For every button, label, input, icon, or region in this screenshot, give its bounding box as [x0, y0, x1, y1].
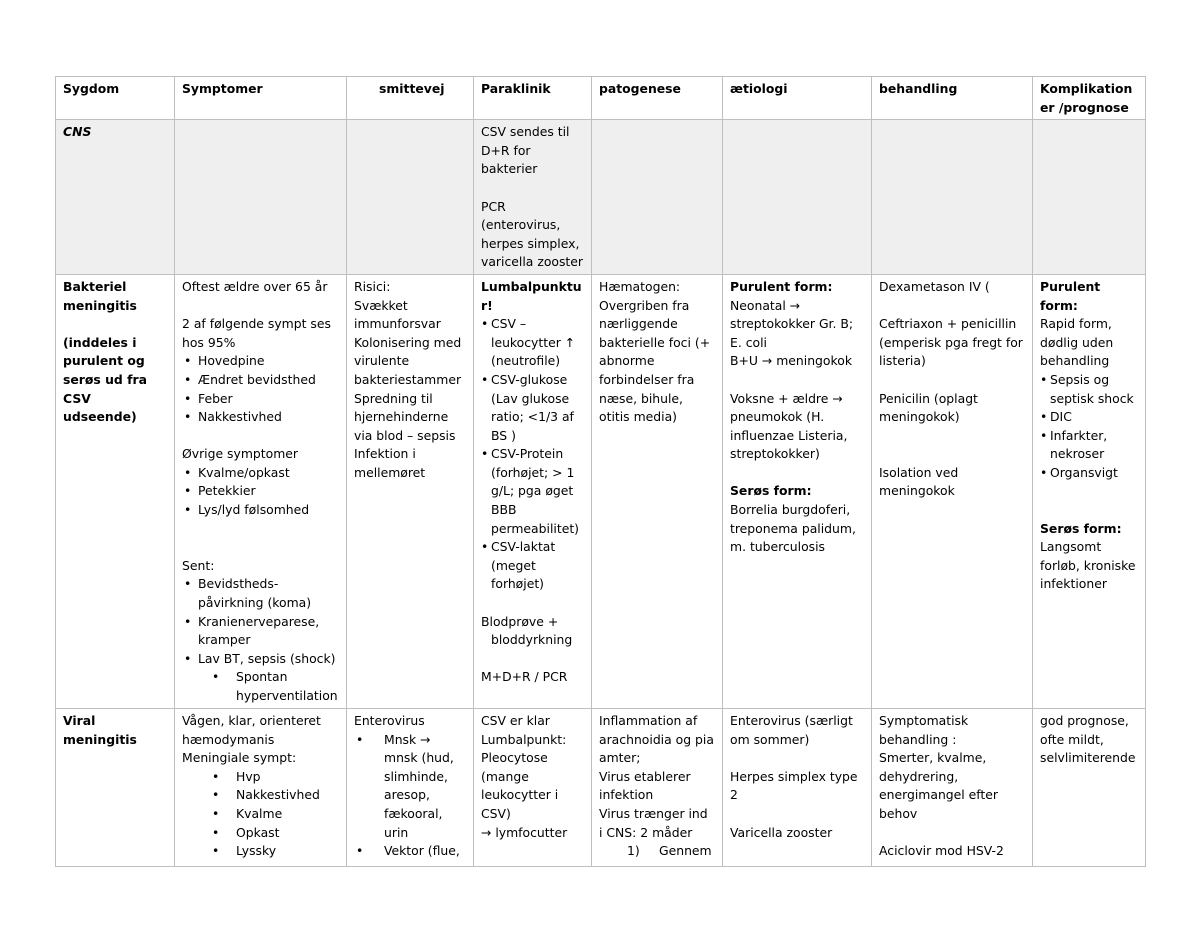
spacer [730, 371, 864, 390]
viral-patogenese-numbered-list [599, 842, 715, 861]
list-item: • Infarkter, nekroser [1040, 427, 1138, 464]
bacterial-komplikationer-cell [1033, 274, 1146, 708]
viral-smittevej-cell [347, 708, 474, 866]
paraklinik-title: Lumbalpunktur! [481, 278, 582, 313]
spacer [730, 805, 864, 824]
spacer [730, 749, 864, 768]
cns-aetiologi-cell [723, 120, 872, 275]
viral-paraklinik-line: CSV er klar [481, 712, 550, 728]
bacterial-symptomer-cell [175, 274, 347, 708]
symptom-intro: Oftest ældre over 65 år [182, 278, 328, 294]
viral-aetiologi-line: Herpes simplex type 2 [730, 768, 858, 803]
other-symptom-list [182, 464, 339, 520]
list-item: • Feber [182, 390, 339, 409]
komplikationer-list [1040, 371, 1138, 483]
list-item: • Hovedpine [182, 352, 339, 371]
spacer [879, 427, 1025, 446]
list-item: • Hvp [182, 768, 339, 787]
cns-komplikationer-cell [1033, 120, 1146, 275]
header-symptomer: Symptomer [175, 77, 347, 120]
list-item: • Nakkestivhed [182, 408, 339, 427]
header-behandling: behandling [872, 77, 1033, 120]
list-item: • CSV-laktat (meget forhøjet) [481, 538, 584, 594]
viral-patogenese-line: Inflammation af arachnoidia og pia amter; [599, 712, 714, 766]
list-item: • Organsvigt [1040, 464, 1138, 483]
cns-smittevej-cell [347, 120, 474, 275]
smittevej-line: Spredning til hjernehinderne via blod – sepsis [354, 390, 456, 443]
spacer [182, 520, 339, 539]
late-sub-list [182, 668, 339, 705]
aetiologi-serous-title: Serøs form: [730, 483, 812, 499]
list-item: • CSV-Protein (forhøjet; > 1 g/L; pga øget BBB permeabilitet) [481, 445, 584, 538]
list-item: • Spontan hyperventilation [182, 668, 339, 705]
viral-behandling-cell [872, 708, 1033, 866]
bacterial-subtitle: (inddeles i purulent og serøs ud fra CSV udseende) [63, 334, 147, 425]
list-item: • Lyssky [182, 842, 339, 861]
spacer [730, 464, 864, 483]
late-symptoms-title: Sent: [182, 557, 215, 573]
list-item: • Lav BT, sepsis (shock) [182, 650, 339, 669]
list-item: • Sepsis og septisk shock [1040, 371, 1138, 408]
header-komplikationer: Komplikationer /prognose [1033, 77, 1146, 120]
list-item: • Lys/lyd følsomhed [182, 501, 339, 520]
list-item: • Mnsk → mnsk (hud, slimhinde, aresop, fækooral, urin [354, 731, 466, 843]
viral-komplikationer-cell [1033, 708, 1146, 866]
smittevej-line: Svækket immunforsvar [354, 297, 441, 332]
aetiologi-serous: Borrelia burgdoferi, treponema palidum, m. tuberculosis [730, 502, 856, 555]
list-item: • Nakkestivhed [182, 786, 339, 805]
main-symptom-list [182, 352, 339, 426]
header-row [56, 77, 1146, 120]
cns-patogenese-cell [592, 120, 723, 275]
aetiologi-adults: Voksne + ældre → pneumokok (H. influenzae Listeria, streptokokker) [730, 390, 848, 462]
viral-patogenese-line: Virus trænger ind i CNS: 2 måder [599, 805, 708, 840]
viral-aetiologi-line: Varicella zooster [730, 824, 833, 840]
viral-behandling-line: Smerter, kvalme, dehydrering, energimangel efter behov [879, 750, 999, 821]
paraklinik-other: M+D+R / PCR [481, 669, 568, 685]
spacer [182, 427, 339, 446]
behandling-line: Dexametason IV ( [879, 278, 990, 294]
cns-paraklinik-pcr: PCR (enterovirus, herpes simplex, varicella zooster [481, 198, 584, 270]
smittevej-line: Risici: [354, 278, 391, 294]
viral-aetiologi-line: Enterovirus (særligt om sommer) [730, 712, 853, 747]
list-number: 1) [627, 843, 640, 859]
viral-behandling-line: Aciclovir mod HSV-2 [879, 843, 1004, 859]
list-item: • Vektor (flue, [354, 842, 466, 861]
behandling-line: Isolation ved meningokok [879, 464, 959, 499]
symptom-intro2: 2 af følgende sympt ses hos 95% [182, 316, 331, 350]
late-symptom-list [182, 575, 339, 668]
header-sygdom: Sygdom [56, 77, 175, 120]
spacer [1040, 482, 1138, 501]
list-item: • CSV-glukose (Lav glukose ratio; <1/3 af BS ) [481, 371, 584, 445]
spacer [63, 315, 167, 334]
spacer [182, 538, 339, 557]
cns-paraklinik-csv: CSV sendes til D+R for bakterier [481, 124, 570, 177]
bacterial-meningitis-row [56, 274, 1146, 708]
smittevej-line: Infektion i mellemøret [354, 446, 426, 480]
other-symptoms-title: Øvrige symptomer [182, 446, 298, 462]
list-item: • Kvalme/opkast [182, 464, 339, 483]
behandling-line: Penicilin (oplagt meningokok) [879, 390, 978, 425]
viral-patogenese-cell [592, 708, 723, 866]
cns-behandling-cell [872, 120, 1033, 275]
document-page [55, 76, 1145, 867]
bacterial-paraklinik-cell [474, 274, 592, 708]
cns-row [56, 120, 1146, 275]
disease-table [55, 76, 1146, 867]
list-item: • Ændret bevidsthed [182, 371, 339, 390]
cns-paraklinik-cell [474, 120, 592, 275]
spacer [481, 650, 584, 669]
spacer [879, 371, 1025, 390]
spacer [481, 179, 584, 198]
list-item: • CSV – leukocytter ↑ (neutrofile) [481, 315, 584, 371]
bacterial-behandling-cell [872, 274, 1033, 708]
patogenese-text: Hæmatogen: Overgriben fra nærliggende bakterielle foci (+ abnorme forbindelser fra næse, bihule, otitis media) [599, 278, 711, 425]
header-patogenese: patogenese [592, 77, 723, 120]
komplikationer-serous-title: Serøs form: [1040, 520, 1122, 536]
viral-name: Viral meningitis [63, 712, 137, 747]
aetiologi-purulent-title: Purulent form: [730, 278, 833, 294]
viral-paraklinik-line: → lymfocutter [481, 824, 568, 840]
bacterial-aetiologi-cell [723, 274, 872, 708]
spacer [879, 297, 1025, 316]
list-item: • Kranienerveparese, kramper [182, 613, 339, 650]
spacer [182, 297, 339, 316]
viral-komplikationer-text: god prognose, ofte mildt, selvlimiterende [1040, 712, 1136, 766]
viral-meningitis-row [56, 708, 1146, 866]
spacer [481, 594, 584, 613]
viral-sygdom-cell [56, 708, 175, 866]
viral-paraklinik-line: Lumbalpunkt: Pleocytose (mange leukocytter i CSV) [481, 731, 567, 821]
bacterial-smittevej-cell [347, 274, 474, 708]
komplikationer-purulent-text: Rapid form, dødlig uden behandling [1040, 316, 1114, 369]
header-paraklinik: Paraklinik [474, 77, 592, 120]
komplikationer-serous: Langsomt forløb, kroniske infektioner [1040, 539, 1136, 592]
viral-symptom-line: Meningiale sympt: [182, 750, 297, 766]
behandling-line: Ceftriaxon + penicillin (emperisk pga fregt for listeria) [879, 316, 1023, 369]
list-item-text: Gennem [659, 843, 712, 859]
paraklinik-blood: Blodprøve + bloddyrkning [481, 613, 573, 648]
cns-symptomer-cell [175, 120, 347, 275]
viral-smittevej-title: Enterovirus [354, 712, 425, 728]
list-item: • Opkast [182, 824, 339, 843]
cns-sygdom-cell [56, 120, 175, 275]
aetiologi-purulent-line: Neonatal → streptokokker Gr. B; E. coli [730, 297, 854, 350]
bacterial-patogenese-cell [592, 274, 723, 708]
cns-label: CNS [63, 124, 92, 140]
list-item: • Kvalme [182, 805, 339, 824]
header-smittevej: smittevej [347, 77, 474, 120]
viral-symptom-line: Vågen, klar, orienteret hæmodymanis [182, 712, 321, 747]
paraklinik-list [481, 315, 584, 594]
header-aetiologi: ætiologi [723, 77, 872, 120]
viral-symptomer-cell [175, 708, 347, 866]
spacer [879, 445, 1025, 464]
viral-paraklinik-cell [474, 708, 592, 866]
bacterial-sygdom-cell [56, 274, 175, 708]
viral-symptom-list [182, 768, 339, 861]
aetiologi-purulent-line: B+U → meningokok [730, 353, 852, 369]
viral-smittevej-list [354, 731, 466, 861]
list-item: • Petekkier [182, 482, 339, 501]
list-item [599, 842, 715, 861]
viral-behandling-line: Symptomatisk behandling : [879, 712, 969, 747]
smittevej-line: Kolonisering med virulente bakteriestammer [354, 334, 462, 387]
list-item: • Bevidstheds-påvirkning (koma) [182, 575, 339, 612]
viral-patogenese-line: Virus etablerer infektion [599, 768, 691, 803]
list-item: • DIC [1040, 408, 1138, 427]
spacer [879, 824, 1025, 843]
komplikationer-purulent-title: Purulent form: [1040, 278, 1101, 313]
viral-aetiologi-cell [723, 708, 872, 866]
spacer [1040, 501, 1138, 520]
bacterial-name: Bakteriel meningitis [63, 278, 137, 313]
